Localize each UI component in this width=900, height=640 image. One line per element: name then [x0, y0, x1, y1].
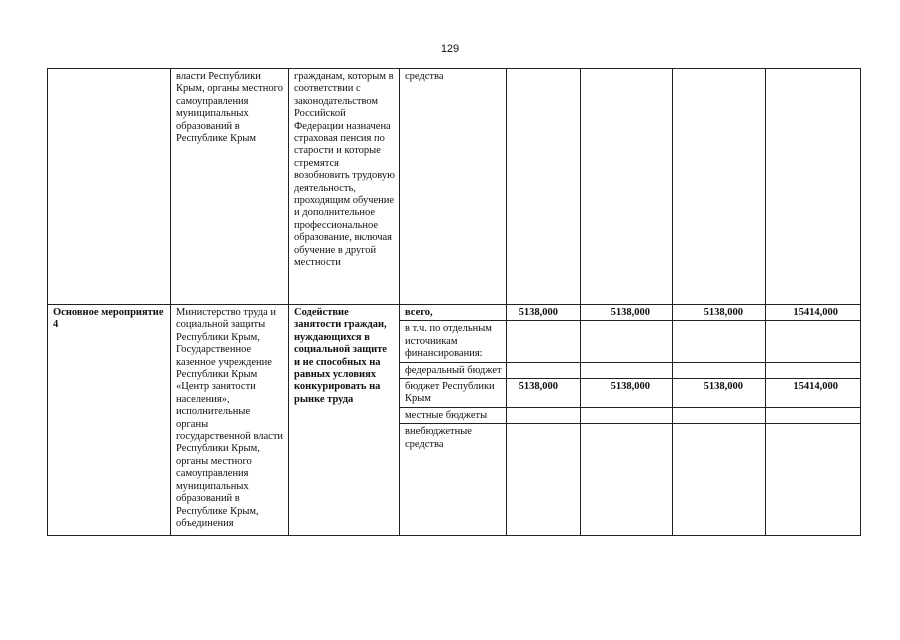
measure-name: Основное мероприятие 4 — [48, 305, 171, 536]
value-year-2: 5138,000 — [581, 379, 673, 408]
source-cell: средства — [400, 69, 507, 305]
value-year-3 — [673, 321, 766, 362]
value-total — [766, 321, 861, 362]
value-total — [766, 407, 861, 423]
value-total — [766, 424, 861, 536]
financing-table — [47, 68, 861, 536]
value-year-1 — [507, 321, 581, 362]
value-year-3: 5138,000 — [673, 379, 766, 408]
value-year-1 — [507, 407, 581, 423]
value-year-1 — [507, 424, 581, 536]
value-total: 15414,000 — [766, 305, 861, 321]
value-cell — [507, 69, 581, 305]
content-cell: гражданам, которым в соответствии с законодательством Российской Федерации назначена страховая пенсия по старости и которые стремятся возобновить трудовую деятельность, проходящим обучение и дополнительное профессиональное образование, включая обучение в другой местности — [289, 69, 400, 305]
value-year-2 — [581, 407, 673, 423]
source-label: в т.ч. по отдельным источникам финансирования: — [400, 321, 507, 362]
value-year-1: 5138,000 — [507, 305, 581, 321]
source-label: местные бюджеты — [400, 407, 507, 423]
value-total: 15414,000 — [766, 379, 861, 408]
source-label: бюджет Республики Крым — [400, 379, 507, 408]
value-year-3 — [673, 424, 766, 536]
value-cell — [581, 69, 673, 305]
table-row — [48, 305, 861, 321]
value-year-3 — [673, 407, 766, 423]
value-total — [766, 362, 861, 378]
value-year-2 — [581, 321, 673, 362]
measure-executor: Министерство труда и социальной защиты Республики Крым, Государственное казенное учреждение Республики Крым «Центр занятости населения», исполнительные органы государственной власти Республики Крым, органы местного самоуправления муниципальных образований в Республике Крым, объединения — [171, 305, 289, 536]
value-year-1: 5138,000 — [507, 379, 581, 408]
value-year-2: 5138,000 — [581, 305, 673, 321]
measure-title: Содействие занятости граждан, нуждающихся в социальной защите и не способных на равных условиях конкурировать на рынке труда — [289, 305, 400, 536]
source-label: внебюджетные средства — [400, 424, 507, 536]
source-label: всего, — [400, 305, 507, 321]
measure-name-cell — [48, 69, 171, 305]
page-number: 129 — [440, 43, 460, 55]
value-year-3 — [673, 362, 766, 378]
value-year-2 — [581, 424, 673, 536]
value-year-1 — [507, 362, 581, 378]
source-label: федеральный бюджет — [400, 362, 507, 378]
value-cell — [673, 69, 766, 305]
value-cell — [766, 69, 861, 305]
value-year-3: 5138,000 — [673, 305, 766, 321]
continuation-row — [48, 69, 861, 305]
executor-cell: власти Республики Крым, органы местного самоуправления муниципальных образований в Республике Крым — [171, 69, 289, 305]
value-year-2 — [581, 362, 673, 378]
